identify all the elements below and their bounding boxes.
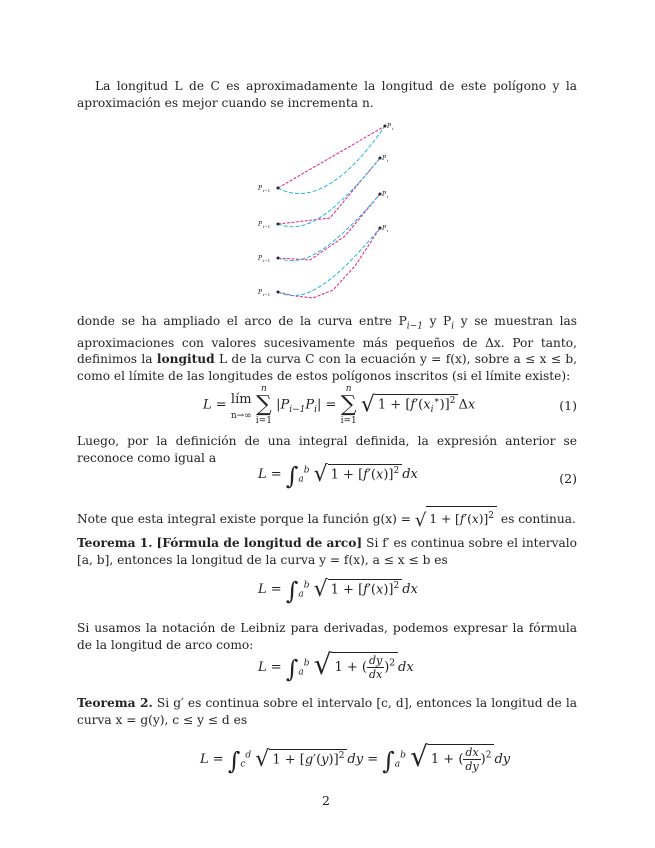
arc-approximation-figure <box>255 118 400 306</box>
figure-panel-2 <box>257 155 389 229</box>
p4-part-a: Note que esta integral existe porque la función g(x) = <box>77 512 411 527</box>
svg-text:i: i <box>387 194 389 199</box>
intro-paragraph: La longitud L de C es aproximadamente la longitud de este polígono y la aproximación es mejor cuando se incrementa n. <box>77 79 577 110</box>
figure-panel-1 <box>257 123 394 194</box>
equation-1-number: (1) <box>559 398 577 413</box>
p2-part-c: y se muestran las aproximaciones con valores sucesivamente más pequeños de Δx. Por tanto, definimos la <box>77 314 578 367</box>
svg-text:i−1: i−1 <box>263 188 271 193</box>
existence-paragraph: Note que esta integral existe porque la función g(x) = √ $1 + [f'(x)]^2$ es continua. <box>77 506 577 530</box>
theorem-1 <box>77 535 577 568</box>
svg-text:P: P <box>382 155 387 162</box>
leibniz-equation: $L = \int_a^b$ √ 1 + ( $\frac{dy}{dx}$ )$^2$ dx <box>258 648 414 683</box>
equation-2-number: (2) <box>559 471 577 486</box>
svg-text:i−1: i−1 <box>263 258 271 263</box>
svg-text:P: P <box>382 191 387 198</box>
svg-text:P: P <box>258 255 263 262</box>
svg-text:i: i <box>392 126 394 131</box>
equation-2: $L = \int_a^b$ √ $1 + [f'(x)]^2$ dx <box>258 462 418 490</box>
leibniz-paragraph: Si usamos la notación de Leibniz para derivadas, podemos expresar la fórmula de la longitud de arco como: <box>77 621 577 652</box>
svg-text:i: i <box>387 228 389 233</box>
figure-panel-4 <box>257 225 389 298</box>
definition-paragraph: donde se ha ampliado el arco de la curva entre $P_{i-1}$ y $P_i$ y se muestran las aproximaciones con valores sucesivamente más pequeños de Δx. Por tanto, definimos la longitud L de la curva C con la ecuación y = f(x), sobre a ≤ x ≤ b, como el límite de las longitudes de estos polígonos inscritos (si el límite existe): <box>77 314 578 383</box>
svg-text:P: P <box>387 123 392 130</box>
svg-text:i−1: i−1 <box>263 224 271 229</box>
theorem-1-text: Si f′ es continua sobre el intervalo [a, b], entonces la longitud de la curva y = f(x), a ≤ x ≤ b es <box>77 536 578 567</box>
svg-text:P: P <box>258 185 263 192</box>
svg-text:i: i <box>387 158 389 163</box>
p2-bold-term: longitud <box>156 352 215 367</box>
theorem-2-head: Teorema 2. <box>77 696 153 710</box>
theorem-2-text: Si g′ es continua sobre el intervalo [c, d], entonces la longitud de la curva x = g(y), c ≤ y ≤ d es <box>77 696 578 727</box>
integral-paragraph: Luego, por la definición de una integral definida, la expresión anterior se reconoce como igual a <box>77 434 577 465</box>
theorem-2-equation: $L = \int_c^d$ √ $1 + [g'(y)]^2$ dy = $\int_a^b$ √ 1 + ( $\frac{dx}{dy}$ )$^2$ dy <box>200 740 511 775</box>
page-number: 2 <box>322 793 330 808</box>
svg-text:P: P <box>258 221 263 228</box>
p4-part-b: es continua. <box>500 512 576 527</box>
theorem-1-head: Teorema 1. <box>77 536 153 550</box>
theorem-2 <box>77 695 577 728</box>
p2-part-a: donde se ha ampliado el arco de la curva entre P <box>77 314 407 328</box>
equation-1: L = lím n→∞ n ∑ i=1 $|P_{i-1}P_i|$ = n ∑ i=1 √ $1 + [f'(x_i^∗)]^2$ Δx <box>203 384 476 426</box>
p2-part-d: L de la curva C con la ecuación y = f(x), sobre a ≤ x ≤ b, como el límite de las longitudes de estos polígonos inscritos (si el límite existe): <box>77 352 578 383</box>
svg-text:P: P <box>258 289 263 296</box>
svg-text:i−1: i−1 <box>263 292 271 297</box>
theorem-1-equation: $L = \int_a^b$ √ $1 + [f'(x)]^2$ dx <box>258 577 418 605</box>
theorem-1-title: [Fórmula de longitud de arco] <box>156 536 363 550</box>
p2-part-b: y P <box>429 314 452 328</box>
figure-panel-3 <box>257 191 389 263</box>
svg-text:P: P <box>382 225 387 232</box>
